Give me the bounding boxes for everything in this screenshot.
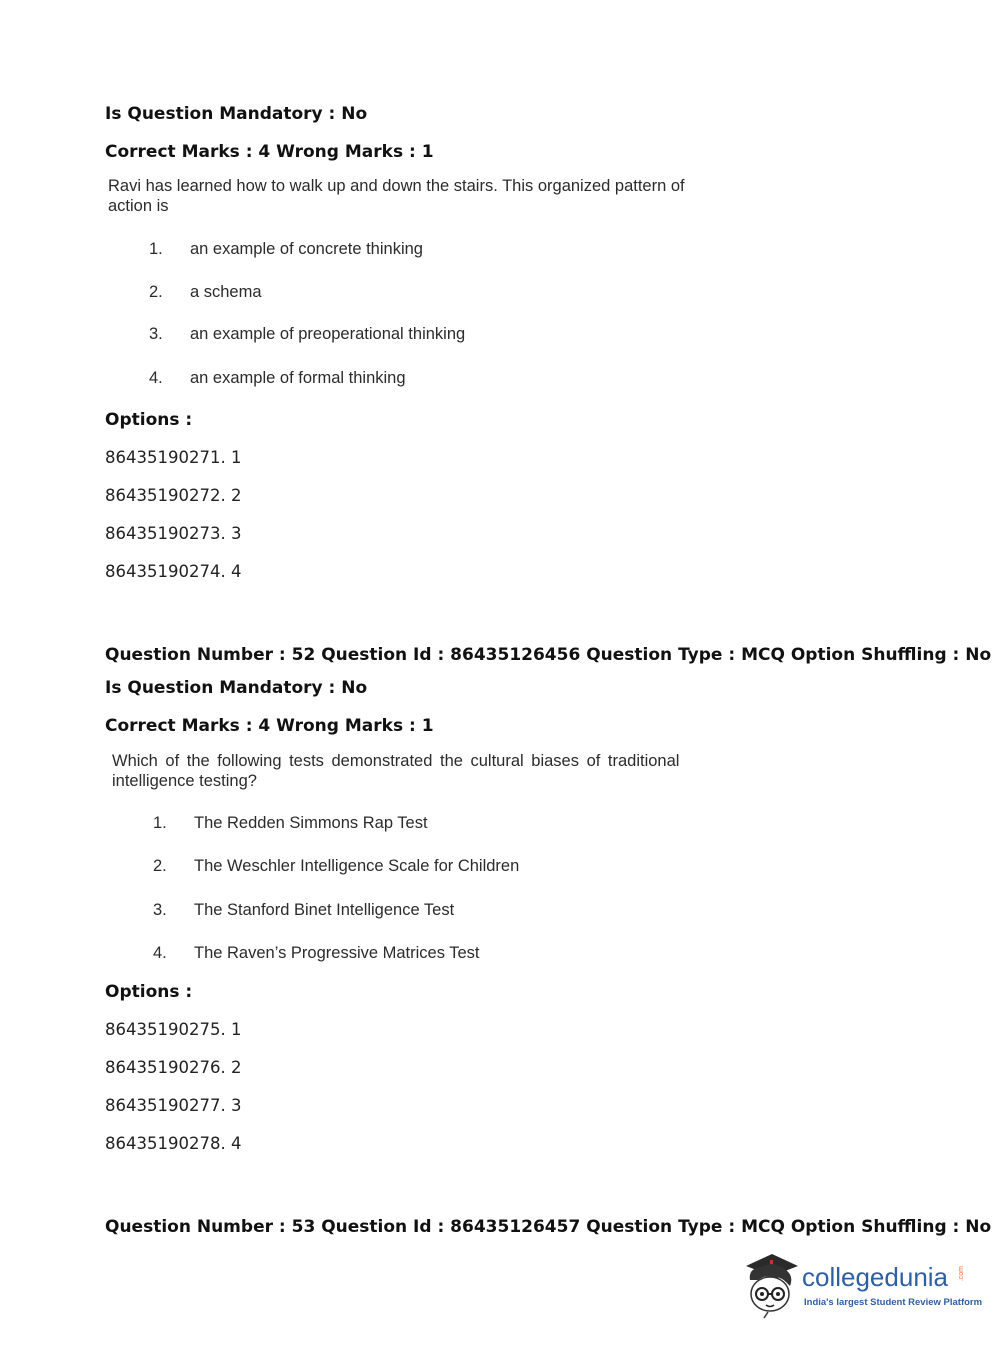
option-id: 86435190278. 4 bbox=[105, 1134, 242, 1153]
marks-line: Correct Marks : 4 Wrong Marks : 1 bbox=[105, 716, 434, 736]
logo-tagline: India's largest Student Review Platform bbox=[804, 1297, 983, 1308]
option-id: 86435190276. 2 bbox=[105, 1058, 242, 1077]
option-id: 86435190274. 4 bbox=[105, 562, 242, 581]
choice-text: a schema bbox=[190, 283, 262, 301]
options-label: Options : bbox=[105, 410, 193, 430]
question-line: intelligence testing? bbox=[112, 772, 257, 790]
choice-number: 4. bbox=[149, 369, 163, 387]
choice-text: The Raven’s Progressive Matrices Test bbox=[194, 944, 480, 962]
question-line: Ravi has learned how to walk up and down the stairs. This organized pattern of bbox=[108, 177, 685, 195]
choice-number: 1. bbox=[149, 240, 163, 258]
marks-line: Correct Marks : 4 Wrong Marks : 1 bbox=[105, 142, 434, 162]
option-id: 86435190277. 3 bbox=[105, 1096, 242, 1115]
mandatory-flag: Is Question Mandatory : No bbox=[105, 104, 368, 124]
collegedunia-logo bbox=[740, 1250, 983, 1320]
question-header: Question Number : 53 Question Id : 86435126457 Question Type : MCQ Option Shuffling : No bbox=[105, 1217, 992, 1237]
option-id: 86435190275. 1 bbox=[105, 1020, 242, 1039]
choice-number: 4. bbox=[153, 944, 167, 962]
mandatory-flag: Is Question Mandatory : No bbox=[105, 678, 368, 698]
logo-wordmark: collegedunia bbox=[802, 1262, 949, 1292]
choice-number: 3. bbox=[153, 901, 167, 919]
choice-text: an example of formal thinking bbox=[190, 369, 406, 387]
option-id: 86435190271. 1 bbox=[105, 448, 242, 467]
question-line: action is bbox=[108, 197, 169, 215]
choice-number: 1. bbox=[153, 814, 167, 832]
question-header: Question Number : 52 Question Id : 86435126456 Question Type : MCQ Option Shuffling : No bbox=[105, 645, 992, 665]
option-id: 86435190273. 3 bbox=[105, 524, 242, 543]
choice-number: 3. bbox=[149, 325, 163, 343]
choice-number: 2. bbox=[153, 857, 167, 875]
question-line: Which of the following tests demonstrated the cultural biases of traditional bbox=[112, 752, 680, 770]
option-id: 86435190272. 2 bbox=[105, 486, 242, 505]
choice-number: 2. bbox=[149, 283, 163, 301]
choice-text: The Stanford Binet Intelligence Test bbox=[194, 901, 455, 919]
choice-text: an example of concrete thinking bbox=[190, 240, 423, 258]
options-label: Options : bbox=[105, 982, 193, 1002]
choice-text: The Redden Simmons Rap Test bbox=[194, 814, 428, 832]
logo-com: .com bbox=[958, 1266, 965, 1282]
choice-text: The Weschler Intelligence Scale for Children bbox=[194, 857, 520, 875]
question-text bbox=[108, 176, 748, 216]
question-text bbox=[112, 751, 752, 791]
mascot-graduate-icon bbox=[740, 1250, 800, 1320]
choice-text: an example of preoperational thinking bbox=[190, 325, 466, 343]
